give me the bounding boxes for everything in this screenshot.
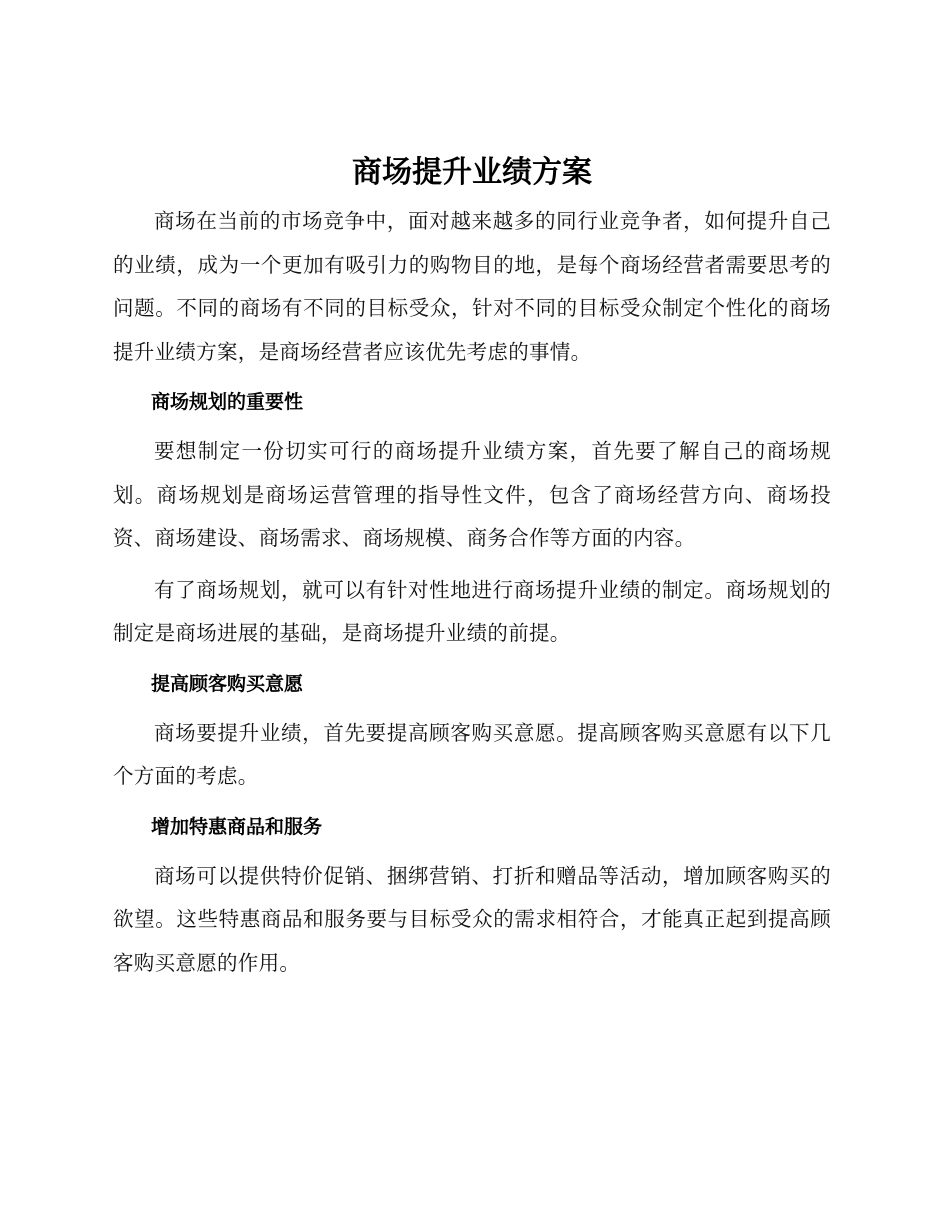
purchase-intent-paragraph: 商场要提升业绩，首先要提高顾客购买意愿。提高顾客购买意愿有以下几个方面的考虑。 — [113, 720, 831, 788]
promotions-paragraph: 商场可以提供特价促销、捆绑营销、打折和赠品等活动，增加顾客购买的欲望。这些特惠商品和服务要与目标受众的需求相符合，才能真正起到提高顾客购买意愿的作用。 — [113, 863, 831, 975]
paragraph-gap — [113, 561, 831, 569]
planning-paragraph-1: 要想制定一份切实可行的商场提升业绩方案，首先要了解自己的商场规划。商场规划是商场运营管理的指导性文件，包含了商场经营方向、商场投资、商场建设、商场需求、商场规模、商务合作等方面的内容。 — [113, 439, 831, 550]
section-heading-promotions: 增加特惠商品和服务 — [151, 815, 323, 838]
planning-paragraph-2: 有了商场规划，就可以有针对性地进行商场提升业绩的制定。商场规划的制定是商场进展的基础，是商场提升业绩的前提。 — [113, 577, 831, 645]
intro-paragraph: 商场在当前的市场竞争中，面对越来越多的同行业竞争者，如何提升自己的业绩，成为一个更加有吸引力的购物目的地，是每个商场经营者需要思考的问题。不同的商场有不同的目标受众，针对不同的目标受众制定个性化的商场提升业绩方案，是商场经营者应该优先考虑的事情。 — [113, 209, 831, 364]
document-page — [113, 150, 831, 985]
document-title: 商场提升业绩方案 — [352, 155, 592, 190]
section-heading-purchase-intent: 提高顾客购买意愿 — [151, 672, 304, 695]
section-heading-planning: 商场规划的重要性 — [151, 391, 304, 413]
